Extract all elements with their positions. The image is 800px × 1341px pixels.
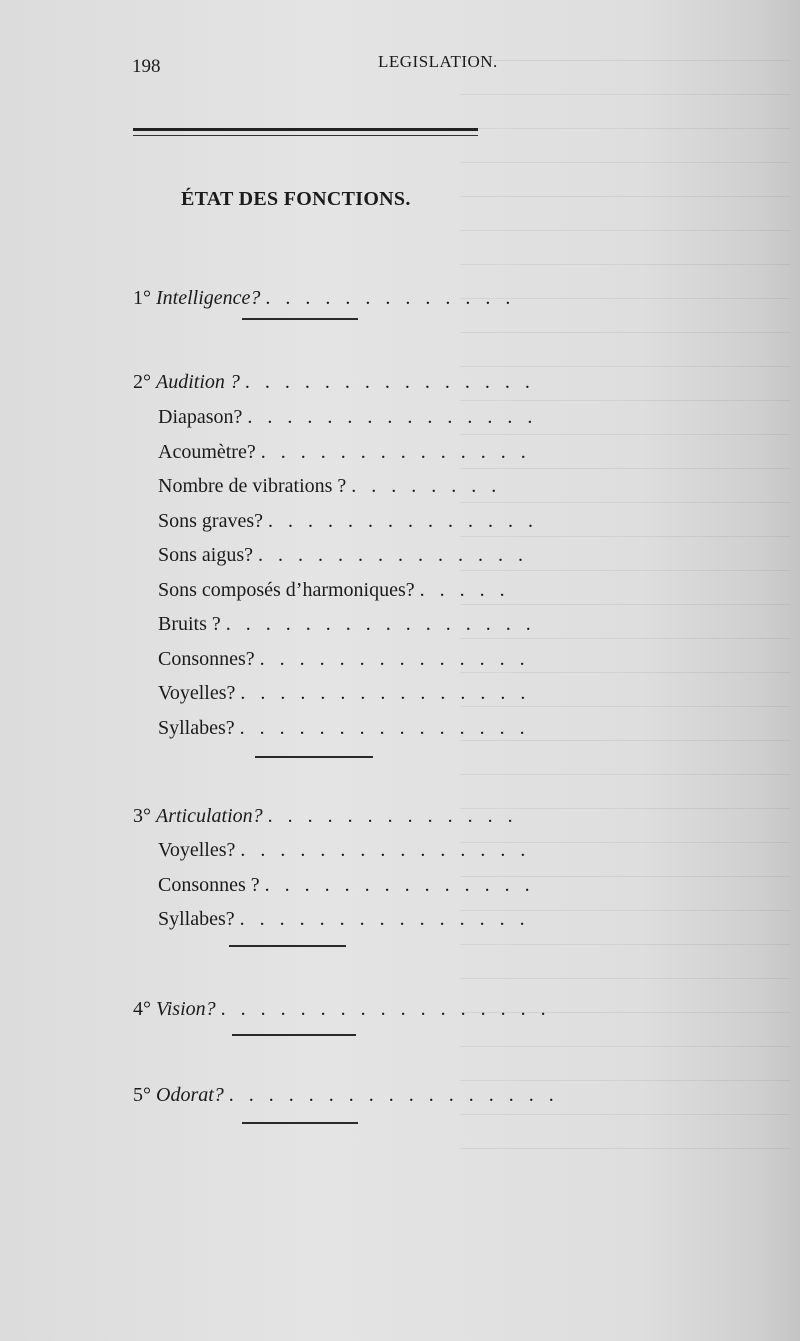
sub-entry-label: Bruits ? [158, 613, 221, 635]
bleed-through-texture [460, 60, 790, 1160]
section-rule [255, 756, 373, 758]
leader-dots: . . . . . . . . . . . . . . . . [225, 613, 536, 635]
section-rule [232, 1034, 356, 1036]
entry-number: 5° [133, 1084, 151, 1106]
entry-number: 4° [133, 998, 151, 1020]
entry-label: Intelligence? [156, 287, 261, 309]
leader-dots: . . . . . . . . . . . . . . . . . [220, 998, 551, 1020]
entry-label: Vision? [156, 998, 216, 1020]
sub-entry [158, 543, 528, 567]
entry-vision [133, 997, 551, 1021]
leader-dots: . . . . . . . . . . . . . . . [247, 406, 538, 428]
sub-entry-label: Sons graves? [158, 510, 263, 532]
leader-dots: . . . . . . . . . . . . . [265, 287, 516, 309]
sub-entry-label: Voyelles? [158, 839, 236, 861]
sub-entry [158, 440, 531, 464]
sub-entry-label: Nombre de vibrations ? [158, 475, 347, 497]
sub-entry [158, 612, 536, 636]
leader-dots: . . . . . . . . . . . . . . . [239, 908, 530, 930]
entry-odorat [133, 1083, 559, 1107]
leader-dots: . . . . . . . . . . . . . [267, 805, 518, 827]
section-rule [229, 945, 346, 947]
sub-entry-label: Consonnes? [158, 648, 255, 670]
entry-audition [133, 370, 535, 394]
section-rule [242, 318, 358, 320]
sub-entry [158, 474, 501, 498]
sub-entry-label: Syllabes? [158, 717, 235, 739]
sub-entry-label: Consonnes ? [158, 874, 260, 896]
sub-entry [158, 647, 530, 671]
leader-dots: . . . . . . . . . . . . . . . [239, 717, 530, 739]
double-rule-divider [133, 128, 478, 136]
leader-dots: . . . . . . . . . . . . . . [267, 510, 538, 532]
sub-entry-label: Syllabes? [158, 908, 235, 930]
entry-label: Audition ? [156, 371, 240, 393]
leader-dots: . . . . . . . . . . . . . . . . . [228, 1084, 559, 1106]
sub-entry [158, 578, 510, 602]
sub-entry [158, 716, 530, 740]
sub-entry-label: Acoumètre? [158, 441, 256, 463]
sub-entry [158, 509, 538, 533]
sub-entry [158, 907, 530, 931]
entry-intelligence [133, 286, 515, 310]
entry-articulation [133, 804, 518, 828]
leader-dots: . . . . . . . . . . . . . . . [240, 839, 531, 861]
section-title: ÉTAT DES FONCTIONS. [181, 188, 411, 210]
sub-entry-label: Sons aigus? [158, 544, 253, 566]
leader-dots: . . . . . . . . . . . . . . [259, 648, 530, 670]
entry-label: Articulation? [156, 805, 263, 827]
sub-entry [158, 405, 537, 429]
sub-entry [158, 681, 530, 705]
leader-dots: . . . . . . . . . . . . . . [258, 544, 528, 566]
entry-number: 2° [133, 371, 151, 393]
leader-dots: . . . . . . . . [351, 475, 502, 497]
leader-dots: . . . . . . . . . . . . . . . [244, 371, 535, 393]
leader-dots: . . . . . . . . . . . . . . [264, 874, 535, 896]
entry-number: 1° [133, 287, 151, 309]
page-number: 198 [132, 56, 161, 77]
sub-entry [158, 873, 535, 897]
sub-entry-label: Sons composés d’harmoniques? [158, 579, 415, 601]
sub-entry-label: Voyelles? [158, 682, 236, 704]
entry-label: Odorat? [156, 1084, 224, 1106]
leader-dots: . . . . . . . . . . . . . . [260, 441, 531, 463]
leader-dots: . . . . . . . . . . . . . . . [240, 682, 531, 704]
leader-dots: . . . . . [419, 579, 510, 601]
sub-entry [158, 838, 530, 862]
entry-number: 3° [133, 805, 151, 827]
sub-entry-label: Diapason? [158, 406, 243, 428]
section-rule [242, 1122, 358, 1124]
running-title: LEGISLATION. [378, 52, 498, 71]
